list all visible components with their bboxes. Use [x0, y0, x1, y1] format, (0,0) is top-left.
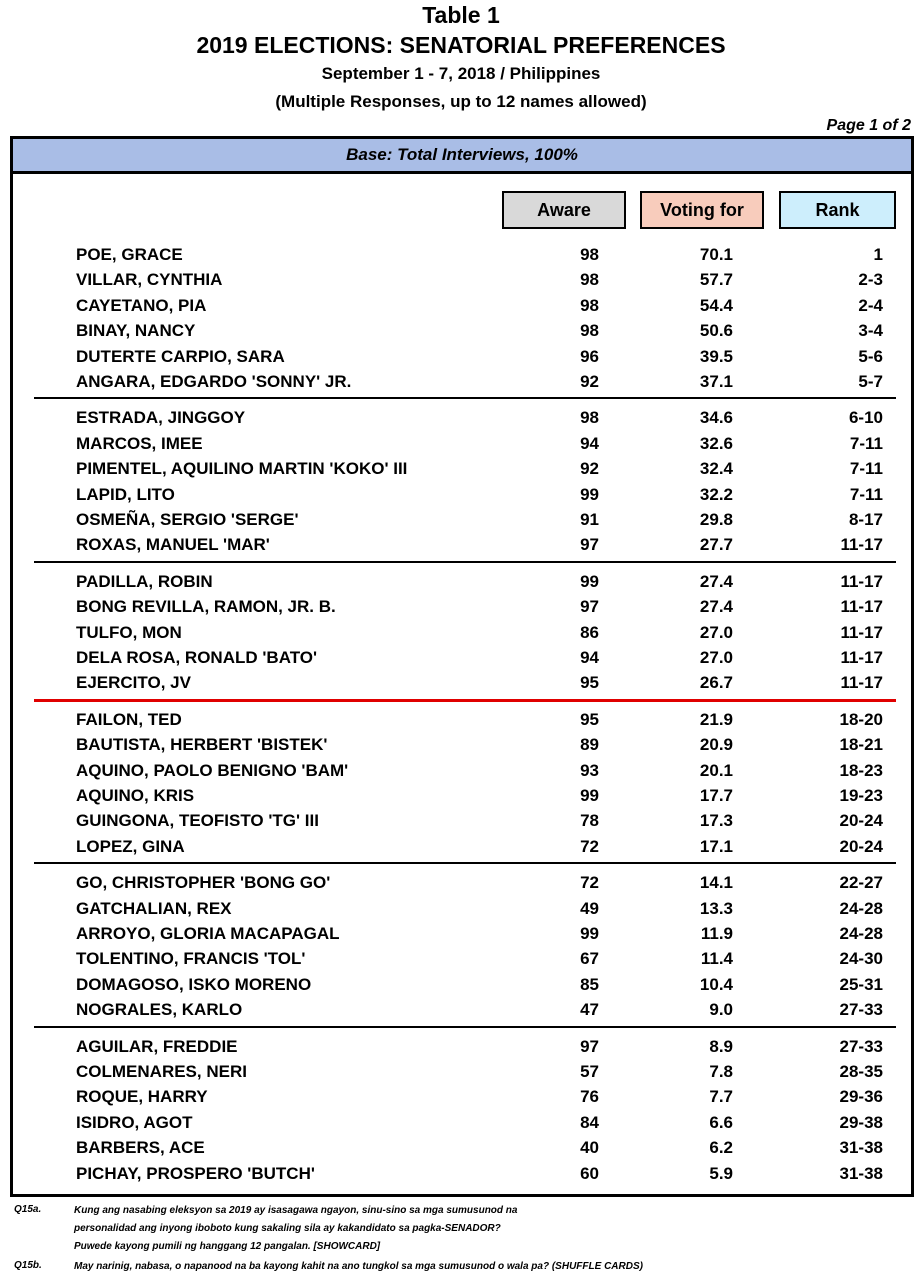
table-row: [13, 620, 911, 646]
candidate-name: BAUTISTA, HERBERT 'BISTEK': [76, 735, 328, 755]
table-row: [13, 1034, 911, 1060]
table-row: [13, 808, 911, 834]
voting-value: 37.1: [699, 372, 733, 391]
group-divider: [34, 397, 896, 399]
aware-value: 94: [580, 433, 599, 453]
table-row: [13, 1110, 911, 1136]
rank-value: 20-24: [839, 836, 883, 856]
candidate-name: ROQUE, HARRY: [76, 1087, 208, 1107]
rank-value: 29-36: [839, 1087, 883, 1107]
voting-value: 17.1: [699, 836, 733, 856]
rank-value: 11-17: [840, 571, 883, 591]
rank-value: 11-17: [840, 535, 883, 555]
aware-value: 99: [580, 924, 599, 943]
aware-value: 99: [580, 786, 599, 805]
table-row: [13, 896, 911, 922]
aware-value: 76: [580, 1087, 599, 1107]
aware-value: 95: [580, 673, 599, 693]
candidate-name: DUTERTE CARPIO, SARA: [76, 346, 285, 366]
aware-value: 97: [580, 1036, 599, 1056]
rank-value: 25-31: [839, 974, 883, 994]
voting-value: 20.9: [699, 735, 733, 755]
candidate-name: GUINGONA, TEOFISTO 'TG' III: [76, 811, 319, 831]
candidate-name: BINAY, NANCY: [76, 321, 196, 341]
candidate-name: MARCOS, IMEE: [76, 433, 203, 453]
aware-value: 98: [580, 408, 599, 428]
aware-value: 91: [580, 510, 599, 529]
voting-value: 17.7: [699, 786, 733, 805]
aware-value: 67: [580, 949, 599, 969]
candidate-name: BONG REVILLA, RAMON, JR. B.: [76, 597, 336, 617]
table-row: [13, 594, 911, 620]
footnote-id: Q15a.: [14, 1204, 42, 1215]
aware-value: 99: [580, 571, 599, 591]
candidate-name: DELA ROSA, RONALD 'BATO': [76, 648, 318, 667]
candidate-name: GO, CHRISTOPHER 'BONG GO': [76, 873, 331, 893]
rank-value: 31-38: [839, 1138, 883, 1158]
voting-value: 27.0: [699, 648, 733, 667]
candidate-name: AGUILAR, FREDDIE: [76, 1036, 238, 1056]
table-row: [13, 242, 911, 268]
table-row: [13, 456, 911, 482]
table-row: [13, 267, 911, 293]
candidate-name: COLMENARES, NERI: [76, 1062, 247, 1081]
aware-value: 98: [580, 245, 599, 264]
rank-value: 7-11: [849, 459, 883, 479]
date-line: September 1 - 7, 2018 / Philippines: [321, 64, 601, 83]
footnote-line: personalidad ang inyong iboboto kung sakaling sila ay kakandidato sa pagka-SENADOR?: [74, 1223, 501, 1234]
rank-value: 5-6: [858, 346, 883, 366]
candidate-name: EJERCITO, JV: [76, 673, 191, 693]
aware-value: 94: [580, 648, 599, 667]
aware-value: 98: [580, 321, 599, 341]
rank-value: 2-3: [858, 270, 883, 290]
footnote-id: Q15b.: [14, 1260, 42, 1271]
table-row: [13, 344, 911, 370]
aware-value: 92: [580, 459, 599, 479]
table-row: [13, 1161, 911, 1187]
rank-value: 7-11: [849, 484, 883, 504]
voting-value: 27.4: [699, 571, 733, 591]
footnote-line: Kung ang nasabing eleksyon sa 2019 ay isasagawa ngayon, sinu-sino sa mga sumusunod na: [74, 1205, 518, 1216]
footnote-line: Puwede kayong pumili ng hanggang 12 pangalan. [SHOWCARD]: [74, 1241, 381, 1252]
aware-value: 72: [580, 873, 599, 893]
voting-value: 57.7: [699, 270, 733, 290]
voting-value: 11.9: [700, 924, 733, 943]
aware-value: 92: [580, 372, 599, 391]
rank-value: 7-11: [849, 433, 883, 453]
footnote-text: [74, 1258, 894, 1276]
candidate-name: FAILON, TED: [76, 709, 182, 729]
table-row: [13, 482, 911, 508]
table-row: [13, 732, 911, 758]
voting-value: 34.6: [699, 408, 733, 428]
base-label: Base: Total Interviews, 100%: [13, 139, 911, 174]
voting-value: 32.6: [699, 433, 733, 453]
aware-value: 47: [580, 1000, 599, 1020]
table-row: [13, 369, 911, 395]
aware-column-header: Aware: [502, 191, 626, 229]
table-title: Table 1: [422, 2, 500, 28]
rank-value: 31-38: [839, 1163, 883, 1183]
voting-value: 21.9: [699, 709, 733, 729]
voting-value: 32.2: [699, 484, 733, 504]
candidate-name: ESTRADA, JINGGOY: [76, 408, 246, 428]
aware-value: 49: [580, 898, 599, 918]
rank-value: 27-33: [839, 1036, 883, 1056]
rank-value: 22-27: [839, 873, 883, 893]
voting-value: 32.4: [699, 459, 733, 479]
candidate-name: LOPEZ, GINA: [76, 836, 185, 856]
voting-value: 20.1: [699, 760, 733, 780]
voting-value: 6.6: [709, 1112, 733, 1132]
candidate-name: AQUINO, PAOLO BENIGNO 'BAM': [76, 760, 349, 780]
rank-value: 20-24: [839, 811, 883, 831]
voting-value: 54.4: [699, 295, 733, 315]
voting-value: 9.0: [709, 1000, 733, 1020]
rank-value: 3-4: [858, 321, 883, 341]
rank-value: 24-28: [839, 898, 883, 918]
rank-value: 6-10: [848, 408, 883, 428]
aware-value: 78: [580, 811, 599, 831]
candidate-name: POE, GRACE: [76, 245, 183, 264]
page-indicator: Page 1 of 2: [826, 117, 911, 134]
table-row: [13, 507, 911, 533]
table-row: [13, 997, 911, 1023]
aware-value: 60: [580, 1163, 599, 1183]
rank-value: 11-17: [840, 673, 883, 693]
voting-value: 50.6: [699, 321, 733, 341]
candidate-name: ANGARA, EDGARDO 'SONNY' JR.: [76, 372, 352, 391]
footnote-line: May narinig, nabasa, o napanood na ba kayong kahit na ano tungkol sa mga sumusunod o wala pa? (SHUFFLE CARDS): [74, 1261, 643, 1272]
voting-value: 14.1: [699, 873, 733, 893]
table-row: [13, 870, 911, 896]
table-row: [13, 972, 911, 998]
table-row: [13, 318, 911, 344]
rank-value: 28-35: [839, 1062, 883, 1081]
table-row: [13, 946, 911, 972]
rank-value: 27-33: [839, 1000, 883, 1020]
candidate-name: PADILLA, ROBIN: [76, 571, 213, 591]
candidate-name: AQUINO, KRIS: [76, 786, 195, 805]
aware-value: 98: [580, 270, 599, 290]
aware-value: 98: [580, 295, 599, 315]
table-row: [13, 1084, 911, 1110]
voting-value: 8.9: [709, 1036, 733, 1056]
aware-value: 72: [580, 836, 599, 856]
footnote-text: [74, 1202, 894, 1256]
candidate-name: GATCHALIAN, REX: [76, 898, 232, 918]
table-row: [13, 921, 911, 947]
voting-value: 27.4: [699, 597, 733, 617]
candidate-name: NOGRALES, KARLO: [76, 1000, 243, 1020]
voting-value: 7.8: [709, 1062, 733, 1081]
rank-value: 8-17: [848, 510, 883, 529]
candidate-name: ARROYO, GLORIA MACAPAGAL: [76, 924, 340, 943]
candidate-name: TULFO, MON: [76, 622, 182, 642]
voting-value: 17.3: [699, 811, 733, 831]
results-table: [10, 136, 914, 1197]
voting-value: 29.8: [699, 510, 733, 529]
rank-value: 18-23: [839, 760, 883, 780]
table-row: [13, 405, 911, 431]
voting-value: 6.2: [709, 1138, 733, 1158]
candidate-name: CAYETANO, PIA: [76, 295, 207, 315]
voting-value: 11.4: [700, 949, 733, 969]
aware-value: 97: [580, 597, 599, 617]
table-subtitle: 2019 ELECTIONS: SENATORIAL PREFERENCES: [196, 32, 726, 58]
table-row: [13, 431, 911, 457]
candidate-name: OSMEÑA, SERGIO 'SERGE': [76, 510, 299, 529]
group-divider: [34, 1026, 896, 1028]
voting-value: 27.7: [699, 535, 733, 555]
candidate-name: VILLAR, CYNTHIA: [76, 270, 223, 290]
rank-value: 5-7: [858, 372, 883, 391]
aware-value: 86: [580, 622, 599, 642]
table-row: [13, 758, 911, 784]
rank-value: 18-21: [839, 735, 883, 755]
table-row: [13, 532, 911, 558]
aware-value: 89: [580, 735, 599, 755]
aware-value: 57: [580, 1062, 599, 1081]
rank-value: 29-38: [839, 1112, 883, 1132]
voting-value: 26.7: [699, 673, 733, 693]
aware-value: 99: [580, 484, 599, 504]
candidate-name: PICHAY, PROSPERO 'BUTCH': [76, 1163, 315, 1183]
aware-value: 96: [580, 346, 599, 366]
group-divider: [34, 862, 896, 864]
aware-value: 40: [580, 1138, 599, 1158]
rank-value: 1: [873, 245, 883, 264]
candidate-name: PIMENTEL, AQUILINO MARTIN 'KOKO' III: [76, 459, 408, 479]
rank-value: 24-30: [839, 949, 883, 969]
voting-for-column-header: Voting for: [640, 191, 764, 229]
candidate-name: DOMAGOSO, ISKO MORENO: [76, 974, 312, 994]
table-row: [13, 569, 911, 595]
aware-value: 93: [580, 760, 599, 780]
table-row: [13, 1135, 911, 1161]
rank-column-header: Rank: [779, 191, 896, 229]
voting-value: 10.4: [699, 974, 733, 994]
rank-value: 11-17: [840, 622, 883, 642]
candidate-name: ROXAS, MANUEL 'MAR': [76, 535, 270, 555]
table-row: [13, 1059, 911, 1085]
candidate-name: LAPID, LITO: [76, 484, 175, 504]
voting-value: 5.9: [709, 1163, 733, 1183]
voting-value: 7.7: [709, 1087, 733, 1107]
rank-value: 2-4: [858, 295, 883, 315]
table-row: [13, 783, 911, 809]
rank-value: 11-17: [840, 597, 883, 617]
aware-value: 84: [580, 1112, 599, 1132]
group-divider: [34, 561, 896, 563]
aware-value: 85: [580, 974, 599, 994]
aware-value: 97: [580, 535, 599, 555]
voting-value: 70.1: [699, 245, 733, 264]
table-row: [13, 707, 911, 733]
voting-value: 39.5: [699, 346, 733, 366]
rank-value: 18-20: [839, 709, 883, 729]
table-row: [13, 834, 911, 860]
table-row: [13, 670, 911, 696]
table-row: [13, 645, 911, 671]
voting-value: 27.0: [699, 622, 733, 642]
rank-value: 24-28: [839, 924, 883, 943]
candidate-name: BARBERS, ACE: [76, 1138, 205, 1158]
rank-value: 19-23: [839, 786, 883, 805]
top-12-cutoff-line: [34, 699, 896, 702]
candidate-name: ISIDRO, AGOT: [76, 1112, 193, 1132]
aware-value: 95: [580, 709, 599, 729]
table-row: [13, 293, 911, 319]
voting-value: 13.3: [699, 898, 733, 918]
multiple-responses-note: (Multiple Responses, up to 12 names allowed): [275, 92, 647, 111]
rank-value: 11-17: [840, 648, 883, 667]
candidate-name: TOLENTINO, FRANCIS 'TOL': [76, 949, 306, 969]
